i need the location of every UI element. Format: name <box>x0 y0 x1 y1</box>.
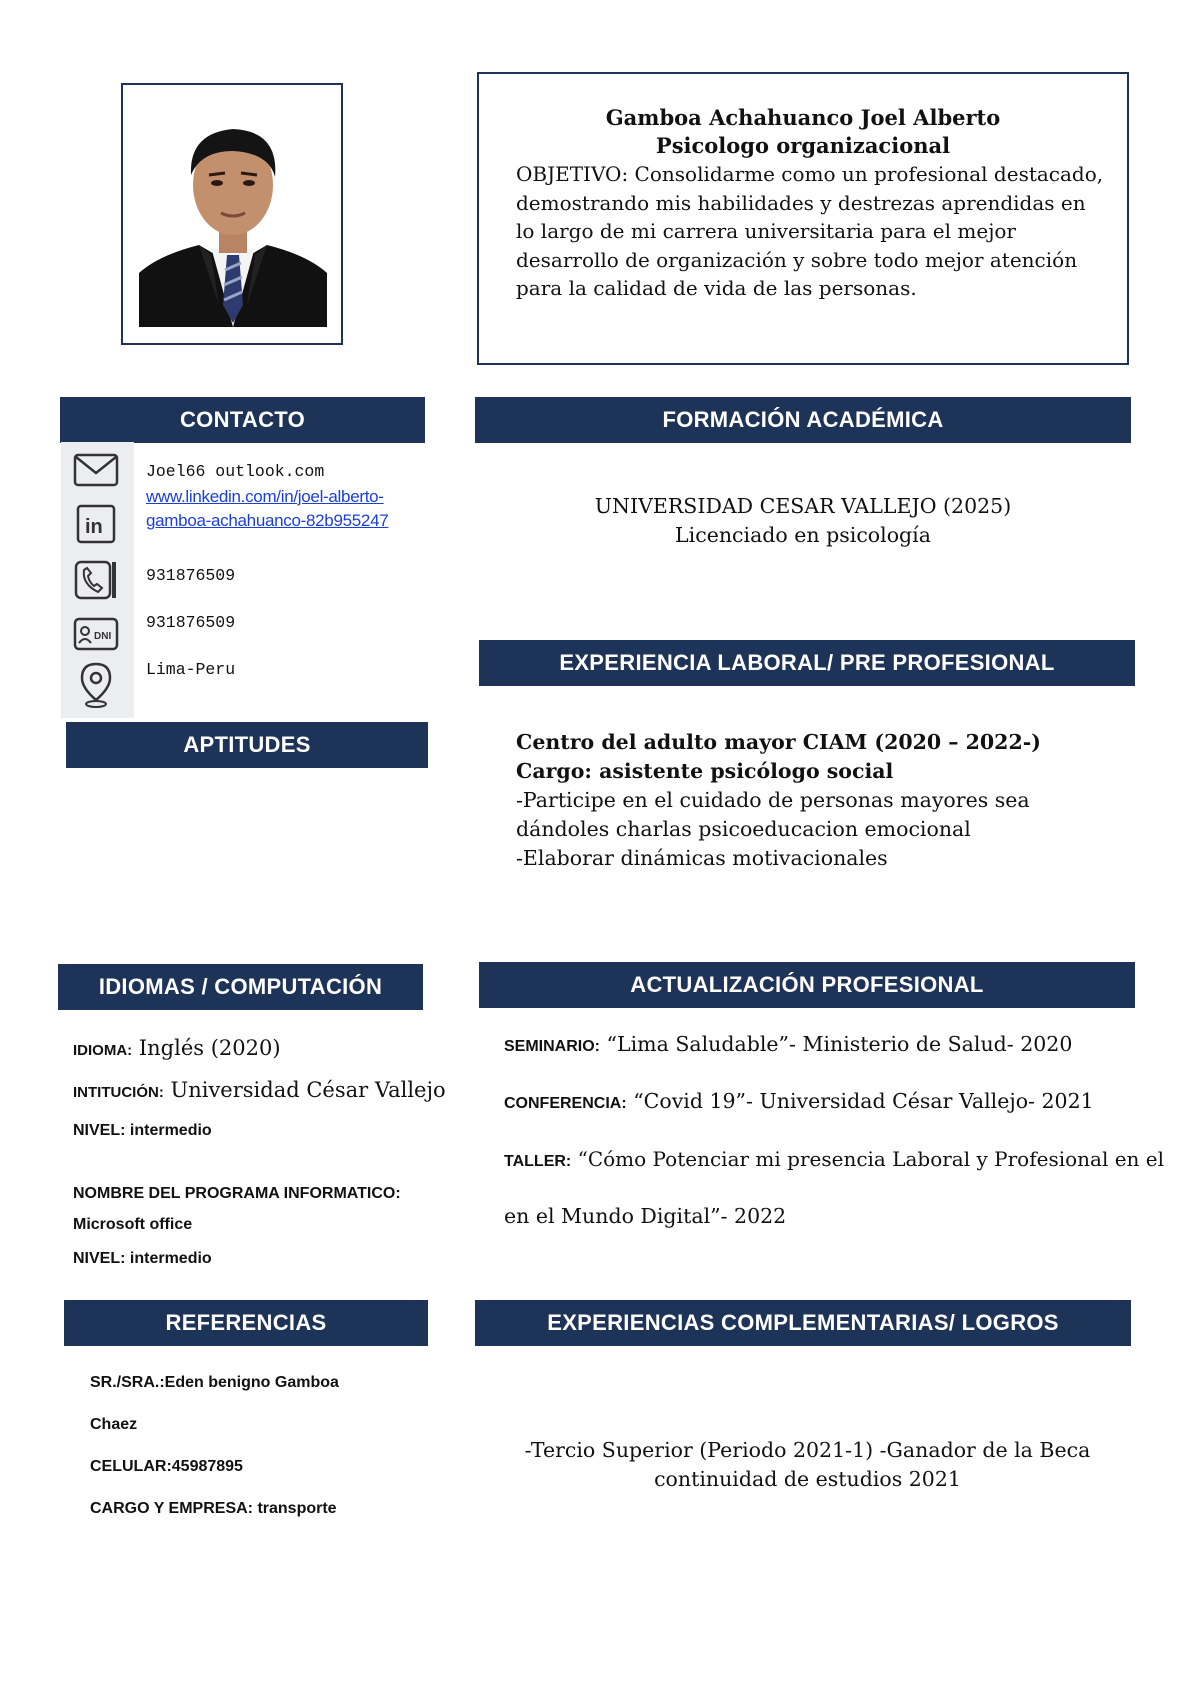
language-value: Inglés (2020) <box>132 1036 281 1060</box>
institution-line <box>73 1078 446 1102</box>
objective-text: OBJETIVO: Consolidarme como un profesional destacado, demostrando mis habilidades y destrezas aprendidas en lo largo de mi carrera universitaria para el mejor desarrollo de organización y sobre todo mejor atención para la calidad de vida de las personas. <box>516 162 1104 300</box>
contact-dni: 931876509 <box>146 613 236 632</box>
education-block <box>475 492 1131 550</box>
full-name: Gamboa Achahuanco Joel Alberto <box>605 105 1001 130</box>
conference-line <box>504 1089 1194 1113</box>
seminar-label: SEMINARIO: <box>504 1038 600 1055</box>
section-header-experience: EXPERIENCIA LABORAL/ PRE PROFESIONAL <box>479 640 1135 686</box>
envelope-icon <box>73 450 119 490</box>
software-program-label: NOMBRE DEL PROGRAMA INFORMATICO: <box>73 1185 401 1202</box>
institution-value: Universidad César Vallejo <box>163 1078 446 1102</box>
software-level-line <box>73 1248 212 1268</box>
contact-linkedin[interactable] <box>146 487 388 531</box>
section-header-updates: ACTUALIZACIÓN PROFESIONAL <box>479 962 1135 1008</box>
education-university: UNIVERSIDAD CESAR VALLEJO (2025) <box>594 494 1012 518</box>
experience-duty: -Participe en el cuidado de personas mayores sea <box>516 788 1030 812</box>
software-program-value: Microsoft office <box>73 1216 193 1233</box>
phone-icon <box>73 560 119 600</box>
seminar-value: “Lima Saludable”- Ministerio de Salud- 2020 <box>600 1032 1073 1056</box>
section-header-skills: APTITUDES <box>66 722 428 768</box>
contact-icon-panel <box>61 442 134 718</box>
achievement-line: -Tercio Superior (Periodo 2021-1) -Ganador de la Beca <box>524 1438 1091 1462</box>
reference-name: SR./SRA.:Eden benigno Gamboa <box>90 1374 339 1391</box>
seminar-line <box>504 1032 1194 1056</box>
achievement-line: continuidad de estudios 2021 <box>654 1467 961 1491</box>
workshop-value-continued: en el Mundo Digital”- 2022 <box>504 1204 787 1228</box>
language-label: IDIOMA: <box>73 1042 133 1059</box>
conference-label: CONFERENCIA: <box>504 1095 627 1112</box>
svg-text:DNI: DNI <box>94 631 112 642</box>
location-pin-icon <box>73 660 119 710</box>
institution-label: INTITUCIÓN: <box>73 1084 164 1101</box>
contact-phone: 931876509 <box>146 566 236 585</box>
education-degree: Licenciado en psicología <box>675 523 931 547</box>
profile-photo-frame <box>121 83 343 345</box>
level-label: NIVEL: <box>73 1122 126 1139</box>
experience-block <box>516 728 1116 873</box>
profile-photo <box>139 105 327 327</box>
section-header-references: REFERENCIAS <box>64 1300 428 1346</box>
linkedin-link-line2[interactable]: gamboa-achahuanco-82b955247 <box>146 511 389 530</box>
professional-title: Psicologo organizacional <box>655 133 951 158</box>
dni-card-icon <box>73 614 119 654</box>
experience-role: Cargo: asistente psicólogo social <box>516 759 894 783</box>
contact-location: Lima-Peru <box>146 660 236 679</box>
level-value: intermedio <box>125 1122 212 1139</box>
workshop-label: TALLER: <box>504 1153 572 1170</box>
section-header-education: FORMACIÓN ACADÉMICA <box>475 397 1131 443</box>
language-line <box>73 1036 281 1060</box>
conference-value: “Covid 19”- Universidad César Vallejo- 2021 <box>626 1089 1094 1113</box>
reference-name-continued: Chaez <box>90 1416 138 1433</box>
software-level-value: intermedio <box>125 1250 212 1267</box>
linkedin-link-line1[interactable]: www.linkedin.com/in/joel-alberto- <box>146 487 384 506</box>
software-level-label: NIVEL: <box>73 1250 126 1267</box>
workshop-value: “Cómo Potenciar mi presencia Laboral y Profesional en el <box>571 1147 1165 1171</box>
experience-company: Centro del adulto mayor CIAM (2020 – 2022-) <box>516 730 1041 754</box>
svg-text:in: in <box>85 516 103 538</box>
reference-company: CARGO Y EMPRESA: transporte <box>90 1500 337 1517</box>
experience-duty: dándoles charlas psicoeducacion emocional <box>516 817 971 841</box>
achievements-block <box>475 1436 1140 1494</box>
experience-duty: -Elaborar dinámicas motivacionales <box>516 846 888 870</box>
section-header-contact: CONTACTO <box>60 397 425 443</box>
section-header-achievements: EXPERIENCIAS COMPLEMENTARIAS/ LOGROS <box>475 1300 1131 1346</box>
section-header-languages: IDIOMAS / COMPUTACIÓN <box>58 964 423 1010</box>
contact-email[interactable]: Joel66 outlook.com <box>146 462 325 481</box>
objective-box <box>477 72 1129 365</box>
linkedin-icon <box>73 504 119 544</box>
reference-phone: CELULAR:45987895 <box>90 1458 243 1475</box>
level-line <box>73 1120 212 1140</box>
person-portrait-image <box>139 105 327 327</box>
workshop-line <box>504 1147 1194 1171</box>
